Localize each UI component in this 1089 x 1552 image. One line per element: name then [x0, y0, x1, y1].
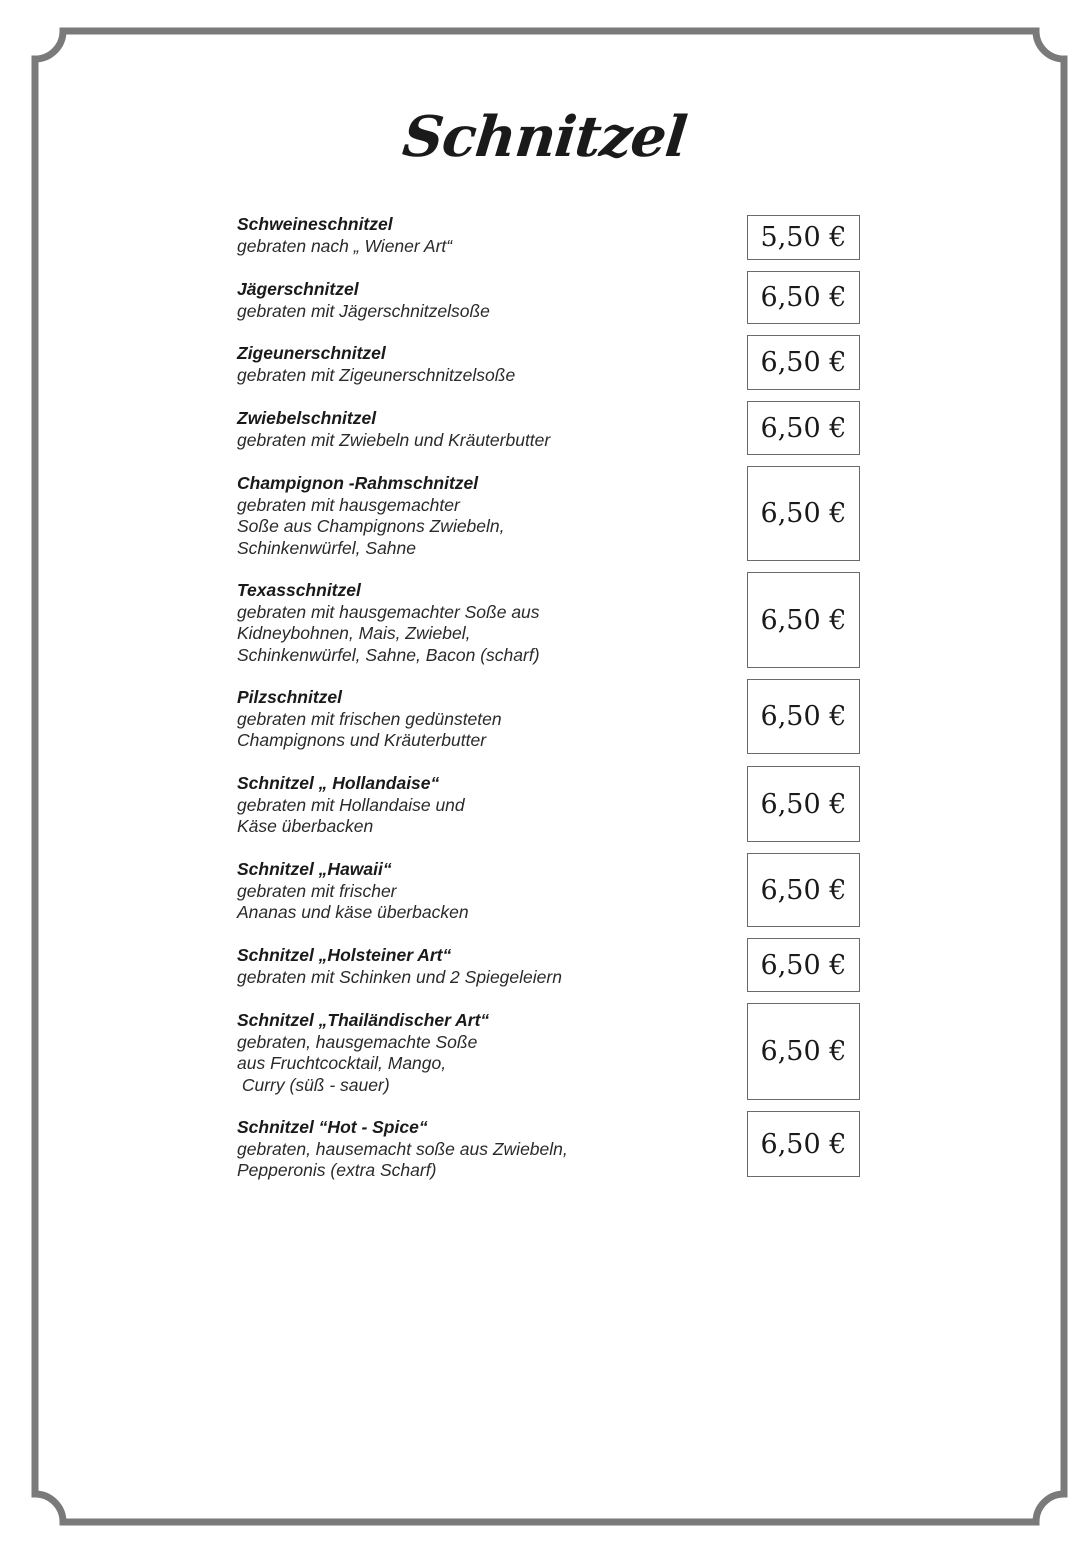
menu-item-description: gebraten mit Zigeunerschnitzelsoße — [237, 364, 516, 385]
menu-item-description: gebraten mit Schinken und 2 Spiegeleiern — [237, 966, 562, 987]
menu-item — [237, 343, 515, 386]
menu-item-description: gebraten mit hausgemachter Soße aus Champignons Zwiebeln, Schinkenwürfel, Sahne — [237, 494, 505, 558]
menu-item-name: Schnitzel „Thailändischer Art“ — [237, 1010, 490, 1030]
menu-item — [237, 1010, 489, 1096]
menu-item-price: 6,50 € — [747, 335, 860, 390]
menu-item-name: Zwiebelschnitzel — [237, 408, 377, 428]
menu-item-name: Schnitzel „ Hollandaise“ — [237, 773, 440, 793]
menu-item-description: gebraten, hausgemachte Soße aus Fruchtcocktail, Mango, Curry (süß - sauer) — [237, 1031, 478, 1095]
menu-item-name: Champignon -Rahmschnitzel — [237, 473, 479, 493]
menu-item-description: gebraten mit Hollandaise und Käse überbacken — [237, 794, 465, 836]
menu-item-price: 6,50 € — [747, 938, 860, 992]
menu-item-description: gebraten mit Jägerschnitzelsoße — [237, 300, 490, 321]
menu-item-description: gebraten mit frischer Ananas und käse überbacken — [237, 880, 469, 922]
menu-item-price: 6,50 € — [747, 1003, 860, 1100]
menu-item-name: Pilzschnitzel — [237, 687, 343, 707]
menu-item-name: Zigeunerschnitzel — [237, 343, 386, 363]
menu-item-name: Schnitzel “Hot - Spice“ — [237, 1117, 428, 1137]
menu-item-price: 6,50 € — [747, 401, 860, 455]
menu-item — [237, 773, 465, 838]
menu-item-name: Schweineschnitzel — [237, 214, 393, 234]
menu-item-description: gebraten nach „ Wiener Art“ — [237, 235, 453, 256]
menu-item-name: Texasschnitzel — [237, 580, 361, 600]
menu-item — [237, 408, 550, 451]
menu-item-description: gebraten mit hausgemachter Soße aus Kidneybohnen, Mais, Zwiebel, Schinkenwürfel, Sahne, Bacon (scharf) — [237, 601, 540, 665]
menu-item — [237, 945, 562, 988]
menu-item-price: 6,50 € — [747, 1111, 860, 1177]
menu-item-name: Schnitzel „Hawaii“ — [237, 859, 392, 879]
menu-item-price: 6,50 € — [747, 679, 860, 754]
menu-title: Schnitzel — [399, 104, 690, 170]
menu-item-description: gebraten mit frischen gedünsteten Champignons und Kräuterbutter — [237, 708, 502, 750]
menu-item — [237, 214, 452, 257]
menu-item — [237, 687, 502, 752]
menu-item — [237, 1117, 568, 1182]
menu-item — [237, 859, 469, 924]
menu-item-price: 6,50 € — [747, 853, 860, 927]
menu-item-price: 6,50 € — [747, 466, 860, 561]
menu-item-name: Schnitzel „Holsteiner Art“ — [237, 945, 452, 965]
menu-item — [237, 279, 490, 322]
menu-item-price: 6,50 € — [747, 271, 860, 324]
menu-item-price: 6,50 € — [747, 766, 860, 842]
menu-item — [237, 580, 540, 666]
menu-item-price: 6,50 € — [747, 572, 860, 668]
menu-item — [237, 473, 505, 559]
menu-item-description: gebraten mit Zwiebeln und Kräuterbutter — [237, 429, 551, 450]
menu-item-name: Jägerschnitzel — [237, 279, 359, 299]
menu-item-price: 5,50 € — [747, 215, 860, 260]
menu-item-description: gebraten, hausemacht soße aus Zwiebeln, Pepperonis (extra Scharf) — [237, 1138, 568, 1180]
